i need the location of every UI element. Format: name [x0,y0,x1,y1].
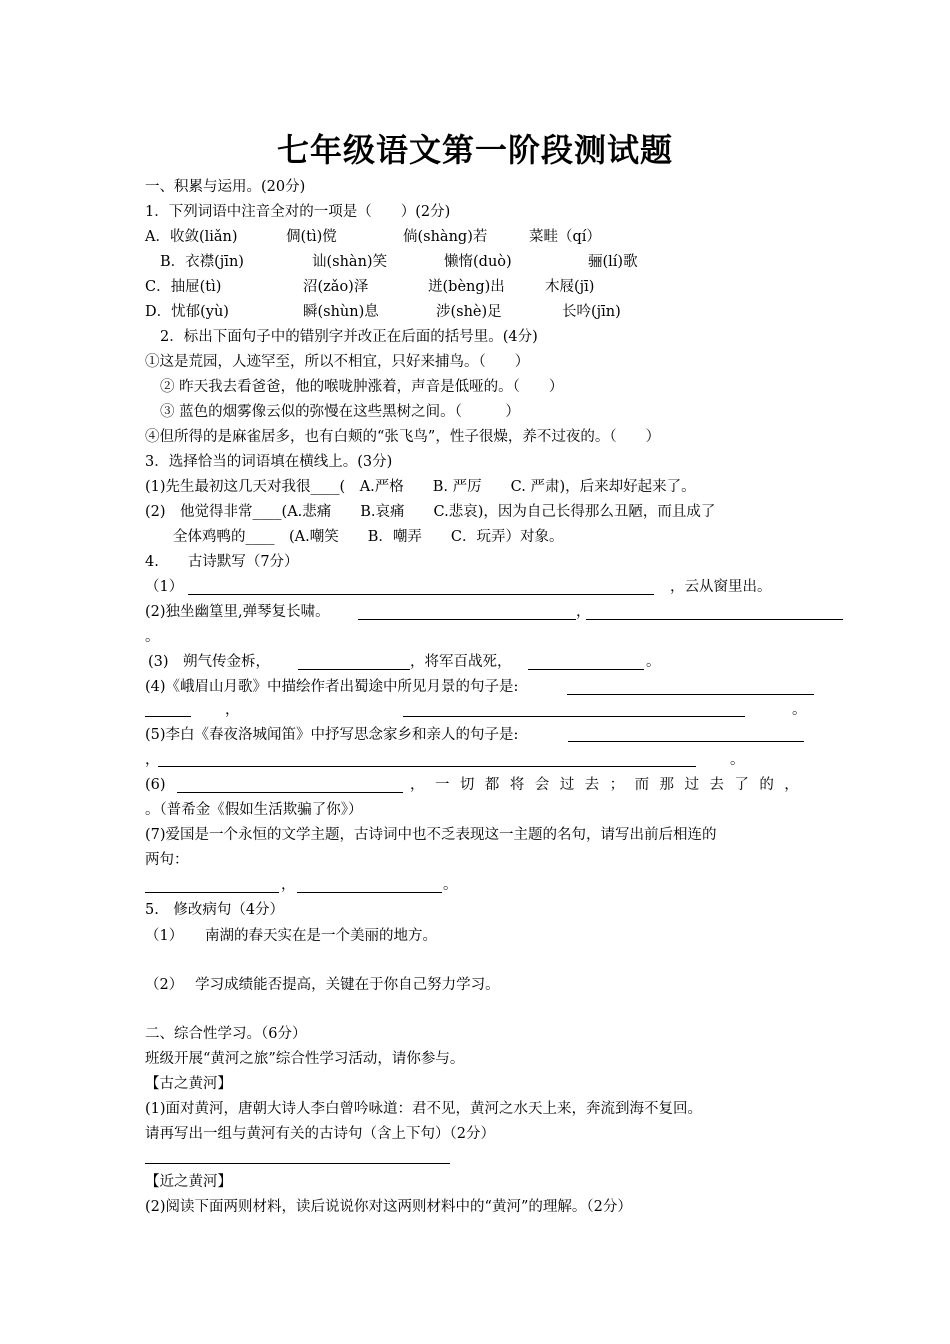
q4-p6-char: ， [784,777,799,793]
q5-item: （1） 南湖的春天实在是一个美丽的地方。 [145,928,437,944]
q4-p6-char: 切 [459,777,475,793]
q5-item: （2） 学习成绩能否提高，关键在于你自己努力学习。 [145,977,500,993]
answer-blank[interactable] [298,669,410,670]
q4-p7-line1: (7)爱国是一个永恒的文学主题，古诗词中也不乏表现这一主题的名句，请写出前后相连的 [145,827,717,843]
q1-b-word: 骊(lí)歌 [588,254,638,270]
q4-p2-text: (2)独坐幽篁里,弹琴复长啸。 [145,604,330,620]
q4-stem: 4. 古诗默写（7分） [145,554,299,570]
q4-p6-char: 过 [559,777,575,793]
q4-p2-end: 。 [145,629,160,645]
q4-p2-comma: ， [576,604,591,620]
answer-blank[interactable] [568,741,804,742]
q4-p6-char: 都 [484,777,500,793]
q4-p6-char: 一 [434,777,450,793]
q4-p3-c: 。 [646,654,661,670]
q2-item: ①这是荒园，人迹罕至，所以不相宜，只好来捕鸟。（ ） [145,354,530,370]
q4-p6-char: 的 [759,777,774,793]
q2-item: ④但所得的是麻雀居多，也有白颊的“张飞鸟”，性子很燥，养不过夜的。（ ） [145,429,661,445]
q4-p6-char: 将 [509,777,525,793]
s2-q1-line: (1)面对黄河，唐朝大诗人李白曾吟咏道：君不见，黄河之水天上来，奔流到海不复回。 [145,1101,703,1117]
answer-blank[interactable] [145,892,279,893]
q1-c-word: 木屐(jī) [545,279,595,295]
q2-item: ③ 蓝色的烟雾像云似的弥慢在这些黑树之间。（ ） [160,404,520,420]
s2-q2-line: (2)阅读下面两则材料，读后说说你对这两则材料中的“黄河”的理解。（2分） [145,1199,632,1215]
answer-blank[interactable] [358,619,576,620]
q1-stem: 1．下列词语中注音全对的一项是（ ）(2分) [145,204,451,220]
q4-p5-end: 。 [730,752,745,768]
q4-p4-text: (4)《峨眉山月歌》中描绘作者出蜀途中所见月景的句子是: [145,679,519,695]
q4-p7-line2: 两句： [145,852,189,868]
s2-q1-line: 请再写出一组与黄河有关的古诗句（含上下句）（2分） [145,1126,495,1142]
answer-blank[interactable] [528,669,644,670]
q3-line: (2) 他觉得非常____(A.悲痛 B.哀痛 C.悲哀)，因为自己长得那么丑陋，而且成了 [145,504,716,520]
q4-p6-char: ； [609,777,625,793]
q1-a-word: A．收敛(liǎn) [145,229,238,245]
section-1-heading: 一、积累与运用。(20分) [145,179,306,195]
answer-blank[interactable] [297,892,442,893]
q4-p6-char: 过 [684,777,699,793]
q1-d-word: D．忧郁(yù) [145,304,229,320]
q4-p6-char: 而 [634,777,650,793]
answer-blank[interactable] [586,619,843,620]
q4-p6-char: 会 [534,777,550,793]
q1-a-word: 倘(shàng)若 [403,229,488,245]
q2-stem: 2．标出下面句子中的错别字并改正在后面的括号里。(4分) [160,329,538,345]
q4-p6-num: (6) [145,777,166,793]
q3-line: (1)先生最初这几天对我很____( A.严格 B. 严厉 C. 严肃)，后来却好起来了。 [145,479,696,495]
s2-subheading: 【近之黄河】 [145,1174,232,1190]
q4-p4-end: 。 [792,702,807,718]
q4-p6-char: 那 [659,777,675,793]
q4-p6-line [410,775,799,795]
q1-b-word: B．衣襟(jīn) [160,254,244,270]
answer-blank[interactable] [403,716,745,717]
answer-blank[interactable] [145,1163,450,1164]
q2-item: ② 昨天我去看爸爸，他的喉咙肿涨着，声音是低哑的。（ ） [160,379,564,395]
q4-p5-comma: ， [145,752,160,768]
q1-a-word: 倜(tì)傥 [286,229,337,245]
q4-p7-end: 。 [443,877,458,893]
q1-c-word: C．抽屉(tì) [145,279,222,295]
q1-c-word: 迸(bèng)出 [428,279,505,295]
q1-d-word: 涉(shè)足 [436,304,502,320]
q4-p6-char: 了 [734,777,749,793]
q4-p6-char: 去 [709,777,724,793]
page-title: 七年级语文第一阶段测试题 [276,131,673,169]
q1-d-word: 长吟(jīn) [562,304,621,320]
answer-blank[interactable] [177,792,403,793]
s2-subheading: 【古之黄河】 [145,1076,232,1092]
s2-intro: 班级开展“黄河之旅”综合性学习活动，请你参与。 [145,1051,465,1067]
q4-p6-char: 去 [584,777,600,793]
answer-blank[interactable] [145,716,191,717]
q1-c-word: 沼(zǎo)泽 [303,279,369,295]
q1-d-word: 瞬(shùn)息 [303,304,379,320]
answer-blank[interactable] [567,694,814,695]
q1-a-word: 菜畦（qí） [529,229,601,245]
q4-p3-b: ，将军百战死， [410,654,512,670]
q4-p3-a: (3) 朔气传金柝， [148,654,271,670]
q3-stem: 3．选择恰当的词语填在横线上。(3分) [145,454,393,470]
q1-b-word: 懒惰(duò) [444,254,512,270]
section-2-heading: 二、综合性学习。（6分） [145,1026,307,1042]
q5-stem: 5. 修改病句（4分） [145,902,285,918]
q3-line: 全体鸡鸭的____ (A.嘲笑 B．嘲弄 C．玩弄）对象。 [173,529,564,545]
q4-p7-comma: ， [281,877,296,893]
q4-p1-tail: ，云从窗里出。 [670,579,772,595]
q4-p6-char: ， [410,777,425,793]
q4-p6-source: 。（普希金《假如生活欺骗了你》） [145,802,363,818]
answer-blank[interactable] [188,594,654,595]
q4-p5-text: (5)李白《春夜洛城闻笛》中抒写思念家乡和亲人的句子是: [145,727,519,743]
q1-b-word: 讪(shàn)笑 [312,254,388,270]
q4-p4-comma: ， [225,702,240,718]
q4-p1-num: （1） [145,579,184,595]
answer-blank[interactable] [158,766,696,767]
